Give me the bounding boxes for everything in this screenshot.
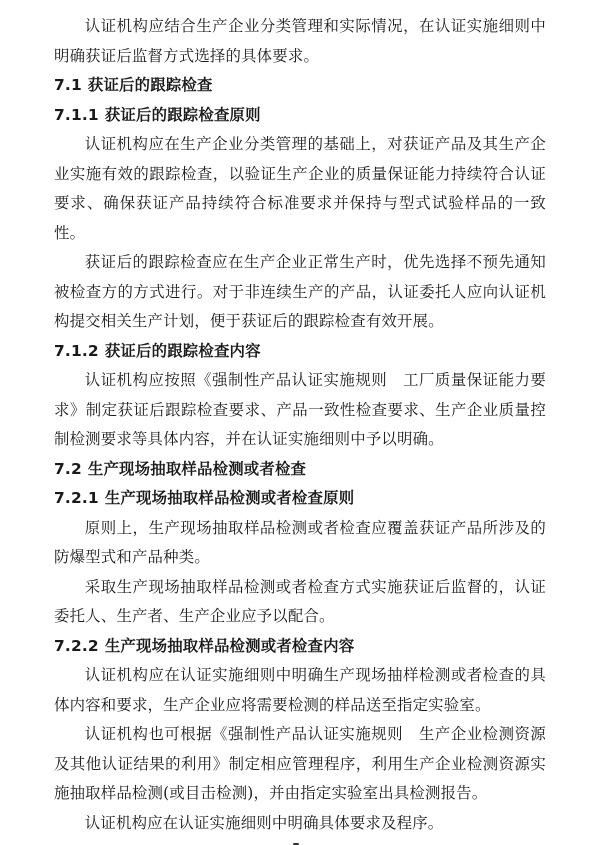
section-title: 获证后的跟踪检查 bbox=[87, 76, 213, 94]
section-number: 7.2.2 bbox=[54, 636, 99, 655]
section-7-1-2-heading bbox=[54, 337, 546, 367]
section-number: 7.2 bbox=[54, 459, 82, 478]
paragraph-7-2-2-b: 认证机构也可根据《强制性产品认证实施规则 生产企业检测资源及其他认证结果的利用》制定相应管理程序，利用生产企业检测资源实施抽取样品检测(或目击检测)，并由指定实验室出具检测报告。 bbox=[54, 725, 546, 802]
section-title: 获证后的跟踪检查内容 bbox=[104, 341, 261, 360]
paragraph-7-2-2-c: 认证机构应在认证实施细则中明确具体要求及程序。 bbox=[84, 813, 444, 832]
section-7-1-1-heading bbox=[54, 101, 546, 131]
section-7-2-heading bbox=[54, 455, 546, 485]
section-title: 生产现场抽取样品检测或者检查原则 bbox=[104, 489, 355, 507]
document-body bbox=[54, 12, 546, 838]
paragraph-7-1-2: 认证机构应按照《强制性产品认证实施规则 工厂质量保证能力要求》制定获证后跟踪检查要求、产品一致性检查要求、生产企业质量控制检测要求等具体内容，并在认证实施细则中予以明确。 bbox=[54, 371, 546, 448]
section-title: 生产现场抽取样品检测或者检查 bbox=[87, 459, 307, 478]
paragraph-7-1-1-a: 认证机构应在生产企业分类管理的基础上，对获证产品及其生产企业实施有效的跟踪检查，以验证生产企业的质量保证能力持续符合认证要求、确保获证产品持续符合标准要求并保持与型式试验样品的一致性。 bbox=[54, 135, 546, 242]
intro-paragraph: 认证机构应结合生产企业分类管理和实际情况，在认证实施细则中明确获证后监督方式选择的具体要求。 bbox=[54, 17, 546, 65]
paragraph-7-2-1-a: 原则上，生产现场抽取样品检测或者检查应覆盖获证产品所涉及的防爆型式和产品种类。 bbox=[54, 518, 546, 566]
section-7-2-2-heading bbox=[54, 632, 546, 662]
section-7-1-heading bbox=[54, 71, 546, 101]
section-title: 获证后的跟踪检查原则 bbox=[104, 105, 261, 124]
section-number: 7.1.1 bbox=[54, 105, 99, 124]
paragraph-7-2-1-b: 采取生产现场抽取样品检测或者检查方式实施获证后监督的，认证委托人、生产者、生产企业应予以配合。 bbox=[54, 577, 546, 625]
page-number-fragment bbox=[293, 839, 299, 845]
paragraph-7-2-2-a: 认证机构应在认证实施细则中明确生产现场抽样检测或者检查的具体内容和要求，生产企业应将需要检测的样品送至指定实验室。 bbox=[54, 666, 546, 714]
paragraph-7-1-1-b: 获证后的跟踪检查应在生产企业正常生产时，优先选择不预先通知被检查方的方式进行。对于非连续生产的产品，认证委托人应向认证机构提交相关生产计划，便于获证后的跟踪检查有效开展。 bbox=[54, 253, 546, 330]
section-7-2-1-heading bbox=[54, 484, 546, 514]
section-number: 7.2.1 bbox=[54, 489, 99, 507]
section-title: 生产现场抽取样品检测或者检查内容 bbox=[104, 636, 355, 655]
section-number: 7.1.2 bbox=[54, 341, 99, 360]
section-number: 7.1 bbox=[54, 76, 82, 94]
